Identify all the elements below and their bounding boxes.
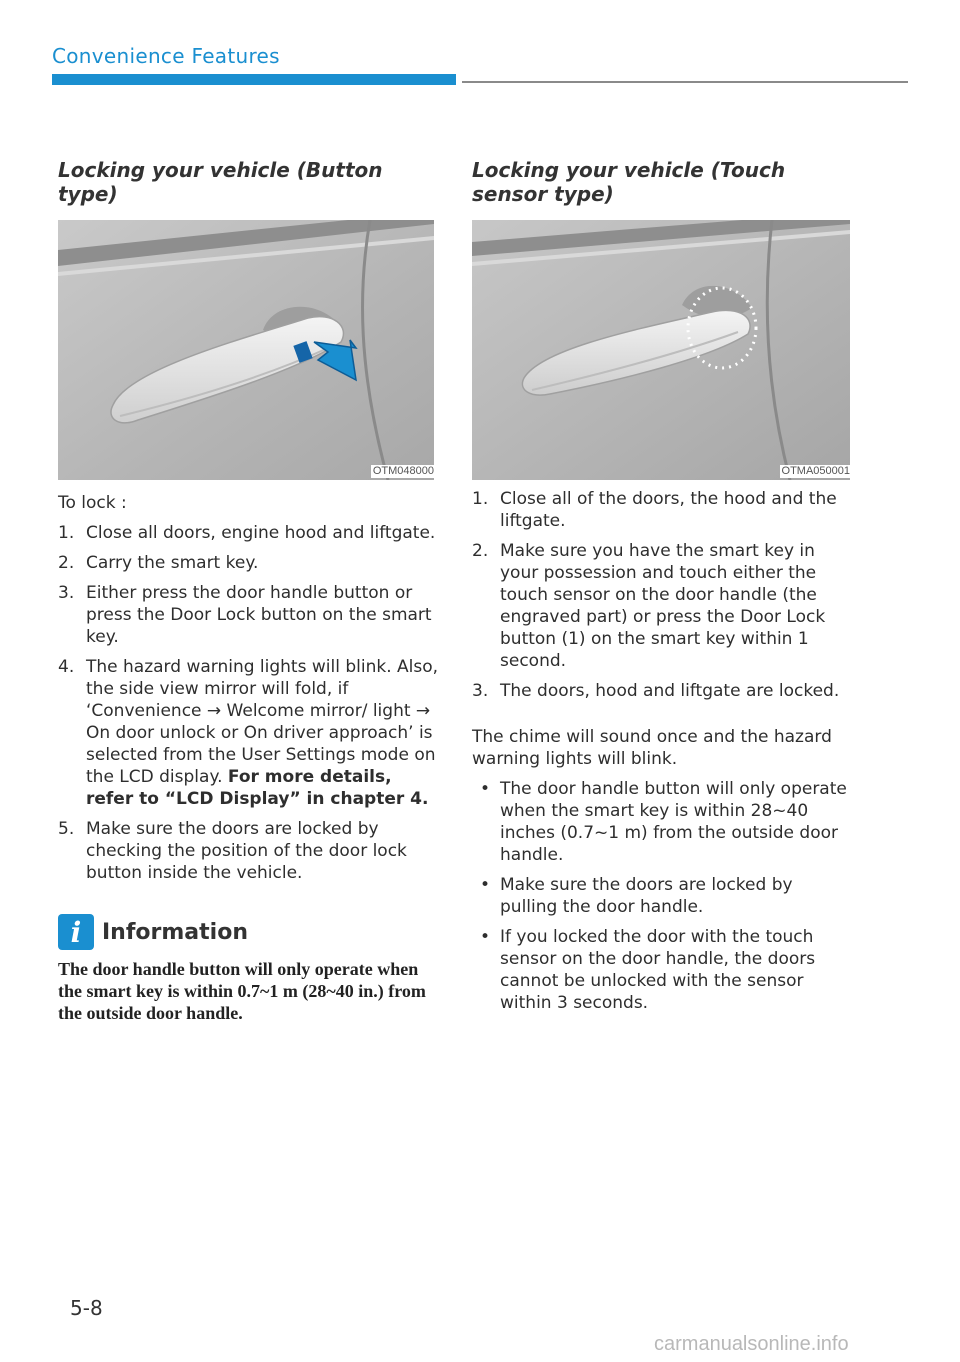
figure-code: OTMA050001 xyxy=(781,465,850,477)
list-item: 2. Carry the smart key. xyxy=(58,553,259,573)
figure-code: OTM048000 xyxy=(372,465,434,477)
right-heading: Locking your vehicle (Touch sensor type) xyxy=(472,158,786,206)
list-item: 4. The hazard warning lights will blink. Also, the side view mirror will fold, if ‘Convenience → Welcome mirror/ light → On door unlock or On driver approach’ is selected from the User Settings mode on the LCD display. For more details, refer to “LCD Display” in chapter 4. xyxy=(58,657,439,809)
chapter-reference: For more details, refer to “LCD Display” in chapter 4. xyxy=(86,767,429,809)
list-item: 2. Make sure you have the smart key in your possession and touch either the touch sensor on the door handle (the engraved part) or press the Door Lock button (1) on the smart key within 1 second. xyxy=(472,541,826,671)
left-column xyxy=(58,158,438,1024)
left-steps xyxy=(58,522,438,884)
section-title: Convenience Features xyxy=(52,44,280,68)
touch-sensor-figure xyxy=(472,220,854,480)
lock-intro: To lock : xyxy=(58,493,127,513)
chime-paragraph: The chime will sound once and the hazard warning lights will blink. xyxy=(472,727,832,769)
page-number: 5-8 xyxy=(70,1296,103,1320)
header-rule xyxy=(462,81,908,83)
information-title: Information xyxy=(102,919,248,945)
info-icon: i xyxy=(58,914,94,950)
information-header xyxy=(58,914,438,950)
right-bullets xyxy=(472,778,854,1014)
list-item: 1. Close all doors, engine hood and liftgate. xyxy=(58,523,436,543)
door-handle-button-illustration xyxy=(58,220,434,480)
list-item: • Make sure the doors are locked by pulling the door handle. xyxy=(480,875,793,917)
list-item: 3. Either press the door handle button or press the Door Lock button on the smart key. xyxy=(58,583,432,647)
left-heading: Locking your vehicle (Button type) xyxy=(58,158,383,206)
button-type-figure xyxy=(58,220,438,480)
list-item: 3. The doors, hood and liftgate are locked. xyxy=(472,681,840,701)
right-column xyxy=(472,158,854,1014)
header-rule-accent xyxy=(52,74,456,85)
list-item: 1. Close all of the doors, the hood and the liftgate. xyxy=(472,489,837,531)
door-handle-touch-sensor-illustration xyxy=(472,220,850,480)
information-body: The door handle button will only operate when the smart key is within 0.7~1 m (28~40 in.) from the outside door handle. xyxy=(58,959,426,1023)
list-item: 5. Make sure the doors are locked by checking the position of the door lock button inside the vehicle. xyxy=(58,819,407,883)
list-item: • If you locked the door with the touch sensor on the door handle, the doors cannot be unlocked with the sensor within 3 seconds. xyxy=(480,927,816,1013)
right-steps xyxy=(472,488,854,702)
watermark: carmanualsonline.info xyxy=(654,1333,849,1355)
list-item: • The door handle button will only operate when the smart key is within 28~40 inches (0.7~1 m) from the outside door handle. xyxy=(480,779,847,865)
